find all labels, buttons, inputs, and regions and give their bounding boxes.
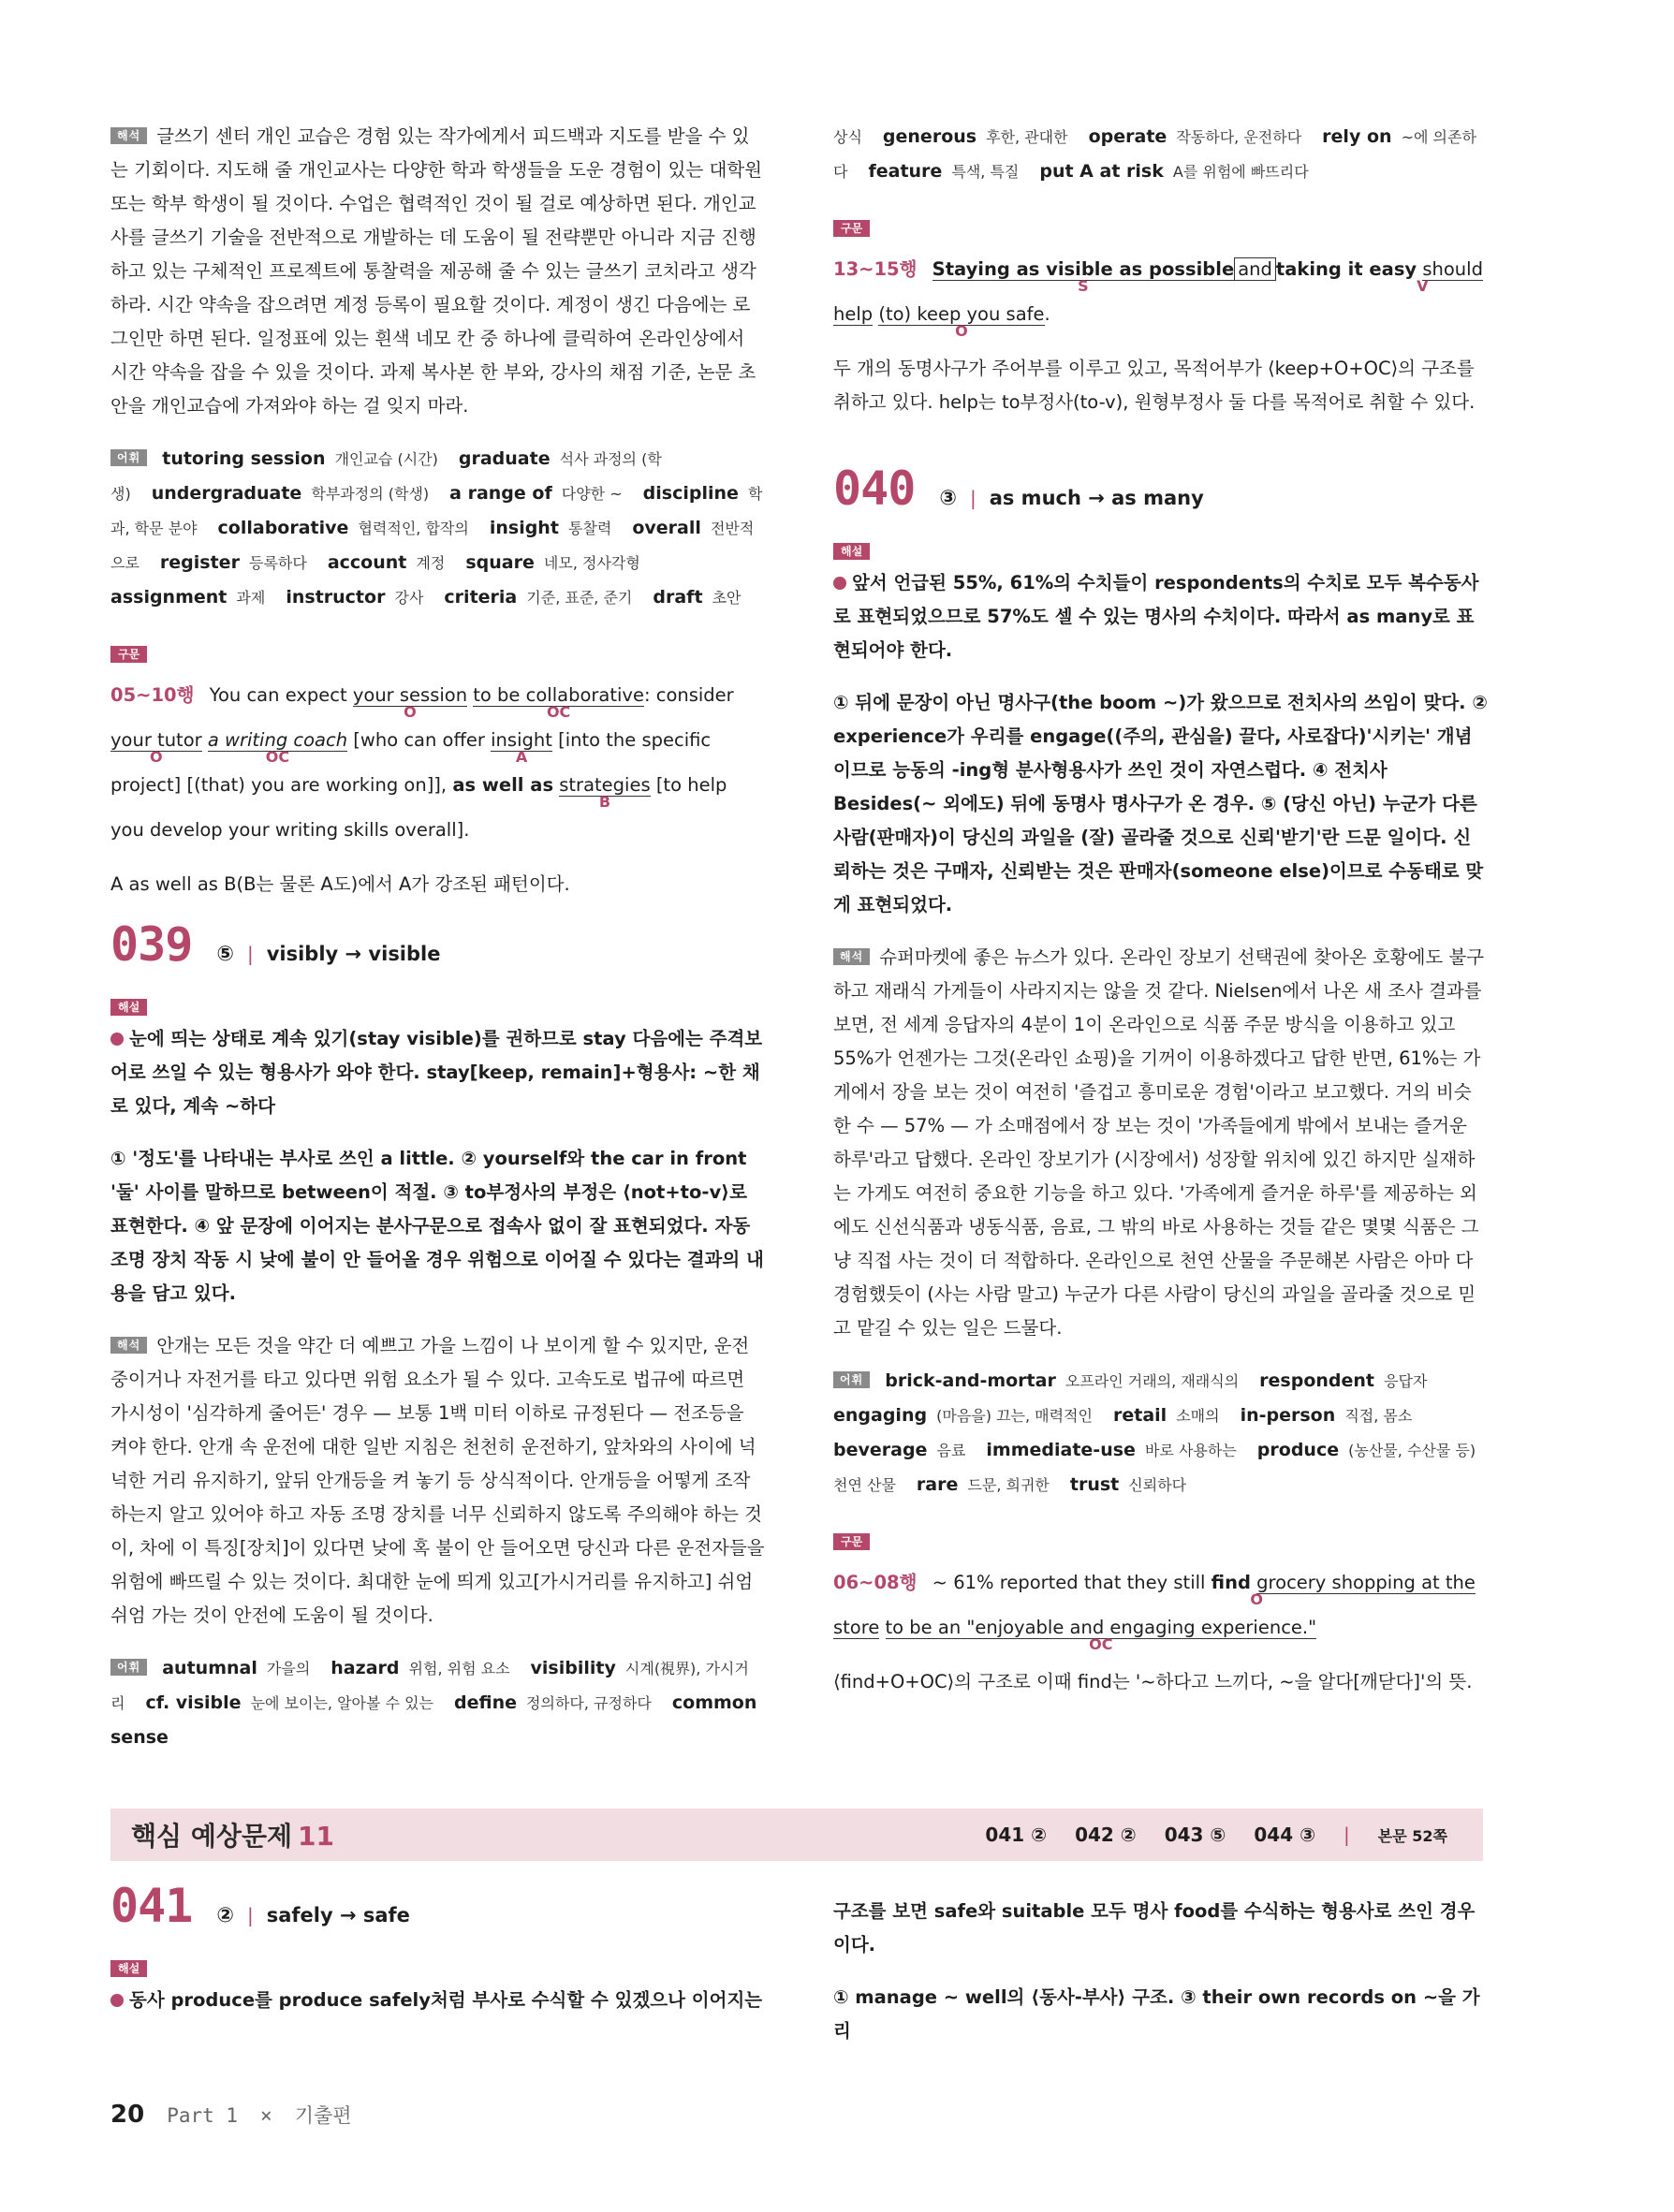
answer-choice: ③ [939, 487, 957, 510]
divider: | [246, 1904, 254, 1926]
gumun-block [833, 210, 1489, 419]
section-banner [110, 1809, 1483, 1861]
phrase-complement: to be an "enjoyable and engaging experience." OC [885, 1617, 1317, 1653]
vocab-meaning: 협력적인, 합작의 [358, 520, 469, 537]
phrase-verb: should help V [833, 258, 1483, 325]
vocab-meaning: 바로 사용하는 [1144, 1442, 1237, 1459]
vocab-meaning: 초안 [712, 589, 742, 607]
tag-eohwi: 어휘 [110, 1659, 147, 1676]
phrase-object: (to) keep you safe O [878, 303, 1045, 340]
divider: | [246, 943, 254, 965]
banner-answers [985, 1824, 1447, 1846]
gumun-sentence: 06~08행 ~ 61% reported that they still find grocery shopping at the store O to be an "enjoyable and engaging experience." OC [833, 1572, 1476, 1653]
role-label: S [1078, 277, 1089, 295]
translation-paragraph [110, 120, 766, 423]
vocab-term: autumnal [162, 1658, 257, 1678]
question-number: 039 [110, 917, 193, 972]
tag-haeseok: 해석 [833, 948, 870, 965]
divider: | [1344, 1824, 1350, 1846]
vocab-meaning: 등록하다 [249, 554, 307, 572]
sentence-text: [into the specific project] [(that) you are working on]], [110, 729, 712, 796]
line-ref: 05~10행 [110, 684, 195, 706]
vocab-term: a range of [449, 483, 552, 504]
phrase-complement: a writing coach OC [207, 729, 348, 766]
vocab-meaning: 상식 [833, 128, 862, 146]
answer-choice: ⑤ [216, 943, 234, 966]
phrase-b: strategies B [559, 774, 651, 811]
correction: safely → safe [266, 1904, 410, 1926]
q041-right [833, 1895, 1489, 2067]
vocab-term: insight [489, 518, 559, 538]
vocab-term: discipline [642, 483, 739, 504]
phrase-complement: to be collaborative OC [473, 684, 644, 721]
right-column [833, 120, 1489, 1718]
line-ref: 13~15행 [833, 258, 918, 280]
sentence-text: You can expect [209, 684, 347, 706]
vocab-meaning: 위험, 위험 요소 [408, 1660, 510, 1677]
vocab-term: graduate [458, 448, 551, 469]
question-number: 040 [833, 461, 916, 516]
vocab-meaning: 학과, 학문 분야 [110, 485, 763, 537]
role-label: A [515, 748, 528, 766]
vocab-term: assignment [110, 587, 228, 608]
explanation-main: 앞서 언급된 55%, 61%의 수치들이 respondents의 수치로 모두 복수동사로 표현되었으므로 57%도 셀 수 있는 명사의 수치이다. 따라서 as many로 표현되어야 한다. [833, 572, 1479, 661]
page-number: 20 [110, 2101, 145, 2129]
tag-gumun: 구문 [833, 1533, 870, 1550]
vocab-meaning: 통찰력 [567, 520, 612, 537]
translation-paragraph: 해석 안개는 모든 것을 약간 더 예쁘고 가을 느낌이 나 보이게 할 수 있지만, 운전 중이거나 자전거를 타고 있다면 위험 요소가 될 수 있다. 고속도로 법규에 따르면 가시성이 '심각하게 줄어든' 경우 — 보통 1백 미터 이하로 규정된다 — 전조등을 켜야 한다. 안개 속 운전에 대한 일반 지침은 천천히 운전하기, 앞차와의 사이에 넉넉한 거리 유지하기, 앞뒤 안개등을 켜 놓기 등 상식적이다. 안개등을 어떻게 조작하는지 알고 있어야 하고 자동 조명 장치를 너무 신뢰하지 않도록 주의해야 하는 것이, 차에 이 특징[장치]이 있다면 낮에 혹 불이 안 들어오면 당신과 다른 운전자들을 위험에 빠뜨릴 수 있는 것이다. 최대한 눈에 띄게 있고[가시거리를 유지하고] 쉬엄쉬엄 가는 것이 안전에 도움이 될 것이다. [110, 1335, 765, 1626]
explanation-main: 눈에 띄는 상태로 계속 있기(stay visible)를 권하므로 stay 다음에는 주격보어로 쓰일 수 있는 형용사가 와야 한다. stay[keep, remain]+형용사: ~한 채로 있다, 계속 ~하다 [110, 1028, 763, 1117]
vocab-term: in-person [1240, 1405, 1336, 1426]
phrase-object: your session O [352, 684, 468, 721]
vocab-term: undergraduate [151, 483, 302, 504]
vocab-term: produce [1256, 1440, 1340, 1460]
divider: | [969, 487, 976, 509]
role-label: V [1417, 277, 1429, 295]
tag-haeseol: 해설 [833, 543, 870, 560]
vocab-meaning: 신뢰하다 [1128, 1476, 1187, 1494]
vocab-term: define [454, 1692, 517, 1713]
question-header-040 [833, 461, 1489, 516]
vocab-term: collaborative [217, 518, 349, 538]
sentence-text: [who can offer [353, 729, 485, 751]
vocab-meaning: 정의하다, 규정하다 [526, 1694, 652, 1712]
vocab-term: generous [882, 126, 977, 147]
answer-choice: ② [216, 1904, 234, 1927]
bullet-dot-icon [833, 577, 846, 590]
vocab-term: tutoring session [162, 448, 326, 469]
vocab-term: hazard [330, 1658, 400, 1678]
translation-text: 글쓰기 센터 개인 교습은 경험 있는 작가에게서 피드백과 지도를 받을 수 있는 기회이다. 지도해 줄 개인교사는 다양한 학과 학생들을 도운 경험이 있는 대학원 또는 학부 학생이 될 것이다. 수업은 협력적인 것이 될 걸로 예상하면 된다. 개인교사를 글쓰기 기술을 전반적으로 개발하는 데 도움이 될 전략뿐만 아니라 지금 진행하고 있는 구체적인 프로젝트에 통찰력을 제공해 줄 수 있는 글쓰기 코치라고 생각하라. 시간 약속을 잡으려면 계정 등록이 필요할 것이다. 계정이 생긴 다음에는 로그인만 하면 된다. 일정표에 있는 흰색 네모 칸 중 하나에 클릭하여 온라인상에서 시간 약속을 잡을 수 있을 것이다. 과제 복사본 한 부와, 강사의 채점 기준, 논문 초안을 개인교습에 가져와야 하는 걸 잊지 마라. [110, 125, 763, 417]
vocab-term: register [159, 552, 240, 573]
vocab-meaning: 네모, 정사각형 [543, 554, 640, 572]
phrase-object: grocery shopping at the store O [833, 1572, 1476, 1638]
vocab-term: respondent [1259, 1370, 1375, 1391]
question-header-041 [110, 1879, 766, 1933]
sentence-bold: as well as [452, 774, 554, 796]
vocab-meaning: 소매의 [1176, 1407, 1220, 1425]
vocab-meaning: 과제 [236, 589, 266, 607]
explanation-others: ① '정도'를 나타내는 부사로 쓰인 a little. ② yourself와 the car in front '둘' 사이를 말하므로 between이 적절. ③ to부정사의 부정은 ⟨not+to-v⟩로 표현한다. ④ 앞 문장에 이어지는 분사구문으로 접속사 없이 잘 표현되었다. 자동 조명 장치 작동 시 낮에 불이 안 들어올 경우 위험으로 이어질 수 있다는 결과의 내용을 담고 있다. [110, 1148, 764, 1304]
vocab-meaning: 계정 [416, 554, 446, 572]
footer-part: Part 1 [167, 2104, 239, 2127]
vocab-meaning: (농산물, 수산물 등) 천연 산물 [833, 1442, 1476, 1494]
role-label: B [598, 793, 611, 811]
vocab-meaning: 오프라인 거래의, 재래식의 [1065, 1372, 1240, 1390]
role-label: O [150, 748, 163, 766]
tag-eohwi: 어휘 [110, 449, 147, 466]
vocab-block [110, 442, 766, 615]
role-label: O [1250, 1590, 1263, 1608]
question-number: 041 [110, 1879, 193, 1933]
vocab-term: trust [1069, 1474, 1120, 1495]
sentence-text: : consider [643, 684, 734, 706]
vocab-meaning: A를 위험에 빠뜨리다 [1172, 163, 1309, 181]
banner-answer: 042 ② [1075, 1824, 1137, 1846]
bullet-dot-icon [110, 1994, 124, 2007]
q041-left [110, 1879, 766, 2036]
tag-haeseol: 해설 [110, 1960, 147, 1977]
vocab-meaning: 눈에 보이는, 알아볼 수 있는 [250, 1694, 434, 1712]
vocab-meaning: 후한, 관대한 [986, 128, 1068, 146]
vocab-term: retail [1112, 1405, 1167, 1426]
explanation-main: 동사 produce를 produce safely처럼 부사로 수식할 수 있겠으나 이어지는 [110, 1984, 766, 2017]
vocab-meaning: 다양한 ~ [561, 485, 623, 503]
banner-page-ref: 본문 52쪽 [1377, 1826, 1447, 1845]
gumun-sentence [110, 673, 766, 853]
footer-separator: × [260, 2104, 272, 2127]
vocab-meaning: 전반적으로 [110, 520, 755, 572]
gumun-block [833, 1523, 1489, 1699]
vocab-block [110, 1651, 766, 1754]
banner-title: 핵심 예상문제 11 [131, 1821, 335, 1852]
vocab-block-continued [833, 120, 1489, 189]
line-ref: 06~08행 [833, 1572, 918, 1593]
tag-eohwi: 어휘 [833, 1371, 870, 1388]
vocab-meaning: 드문, 희귀한 [967, 1476, 1050, 1494]
vocab-term: rely on [1322, 126, 1392, 147]
translation-paragraph: 해석 슈퍼마켓에 좋은 뉴스가 있다. 온라인 장보기 선택권에 찾아온 호황에도 불구하고 재래식 가게들이 사라지지는 않을 것 같다. Nielsen에서 나온 새 조사 결과를 보면, 전 세계 응답자의 4분이 1이 온라인으로 식품 주문 방식을 이용하고 있고 55%가 언젠가는 그것(온라인 쇼핑)을 기꺼이 이용하겠다고 답한 반면, 61%는 가게에서 장을 보는 것이 여전히 '즐겁고 흥미로운 경험'이라고 보고했다. 거의 비슷한 수 — 57% — 가 소매점에서 장 보는 것이 '가족들에게 밖에서 보내는 즐거운 하루'라고 답했다. 온라인 장보기가 (시장에서) 성장할 위치에 있긴 하지만 실재하는 가게도 여전히 중요한 기능을 하고 있다. '가족에게 즐거운 하루'를 제공하는 외에도 신선식품과 냉동식품, 음료, 그 밖의 바로 사용하는 것들 같은 몇몇 식품은 그냥 직접 사는 것이 더 적합하다. 온라인으로 천연 산물을 주문해본 사람은 아마 다 경험했듯이 (사는 사람 말고) 누군가 다른 사람이 당신의 과일을 골라줄 것으로 믿고 맡길 수 있는 일은 드물다. [833, 946, 1485, 1339]
page-footer [110, 2101, 352, 2129]
vocab-meaning: 가을의 [266, 1660, 311, 1677]
explanation-continued: 구조를 보면 safe와 suitable 모두 명사 food를 수식하는 형용사로 쓰인 경우이다. [833, 1900, 1476, 1956]
role-label: OC [265, 748, 290, 766]
correction: as much → as many [989, 487, 1204, 509]
role-label: OC [546, 703, 571, 721]
tag-haeseok: 해석 [110, 1337, 147, 1354]
phrase-object: your tutor O [110, 729, 202, 766]
vocab-meaning: 응답자 [1384, 1372, 1428, 1390]
gumun-note: A as well as B(B는 물론 A도)에서 A가 강조된 패턴이다. [110, 873, 570, 895]
vocab-term: put A at risk [1039, 161, 1164, 182]
role-label: O [955, 322, 968, 340]
vocab-meaning: 시계(視界), 가시거리 [110, 1660, 749, 1712]
vocab-meaning: ~에 의존하다 [833, 128, 1476, 181]
gumun-note: 두 개의 동명사구가 주어부를 이루고 있고, 목적어부가 ⟨keep+O+OC⟩의 구조를 취하고 있다. help는 to부정사(to-v), 원형부정사 둘 다를 목적어로 취할 수 있다. [833, 358, 1476, 413]
vocab-meaning: 특색, 특질 [951, 163, 1020, 181]
vocab-block [833, 1364, 1489, 1502]
vocab-meaning: 개인교습 (시간) [334, 450, 438, 468]
banner-answer: 044 ③ [1254, 1824, 1316, 1846]
vocab-meaning: 직접, 몸소 [1344, 1407, 1413, 1425]
conjunction-box: and [1234, 257, 1276, 281]
role-label: OC [1089, 1635, 1113, 1653]
vocab-meaning: 기준, 표준, 준기 [526, 589, 633, 607]
sentence-text: [to help you develop your writing skills overall]. [110, 774, 727, 841]
vocab-term: operate [1088, 126, 1167, 147]
vocab-term: engaging [833, 1405, 928, 1426]
tag-haeseol: 해설 [110, 999, 147, 1016]
gumun-sentence: 13~15행 Staying as visible as possible S and taking it easy should help V (to) keep you safe O . [833, 258, 1483, 340]
vocab-term: cf. visible [145, 1692, 242, 1713]
banner-answer: 041 ② [985, 1824, 1048, 1846]
vocab-meaning: 음료 [936, 1442, 966, 1459]
gumun-note: ⟨find+O+OC⟩의 구조로 이때 find는 '~하다고 느끼다, ~을 알다[깨닫다]'의 뜻. [833, 1671, 1473, 1692]
role-label: O [404, 703, 417, 721]
vocab-meaning: 석사 과정의 (학생) [110, 450, 662, 503]
correction: visibly → visible [266, 943, 441, 965]
vocab-meaning: 작동하다, 운전하다 [1176, 128, 1302, 146]
vocab-term: overall [632, 518, 701, 538]
tag-gumun: 구문 [110, 646, 147, 663]
question-header-039 [110, 917, 766, 972]
vocab-term: square [465, 552, 535, 573]
bullet-dot-icon [110, 1033, 124, 1046]
vocab-term: brick-and-mortar [885, 1370, 1056, 1391]
phrase-subject-2: taking it easy [1275, 258, 1417, 280]
explanation-others: ① 뒤에 문장이 아닌 명사구(the boom ~)가 왔으므로 전치사의 쓰임이 맞다. ② experience가 우리를 engage((주의, 관심을) 끌다, 사로잡다)'시키는' 개념이므로 능동의 -ing형 분사형용사가 쓰인 것이 자연스럽다. ④ 전치사 Besides(~ 외에도) 뒤에 동명사 명사구가 온 경우. ⑤ (당신 아닌) 누군가 다른 사람(판매자)이 당신의 과일을 (잘) 골라줄 것으로 신뢰'받기'란 드문 일이다. 신뢰하는 것은 구매자, 신뢰받는 것은 판매자(someone else)이므로 수동태로 맞게 표현되었다. [833, 692, 1488, 916]
left-column [110, 120, 766, 1775]
vocab-term: instructor [286, 587, 386, 608]
vocab-term: account [327, 552, 407, 573]
tag-haeseok: 해석 [110, 127, 147, 144]
vocab-term: beverage [833, 1440, 928, 1460]
banner-answer: 043 ⑤ [1164, 1824, 1226, 1846]
vocab-meaning: (마음을) 끄는, 매력적인 [936, 1407, 1093, 1425]
gumun-block [110, 636, 766, 901]
tag-gumun: 구문 [833, 220, 870, 237]
phrase-a: insight A [491, 729, 552, 766]
vocab-meaning: 학부과정의 (학생) [311, 485, 430, 503]
vocab-term: immediate-use [986, 1440, 1136, 1460]
footer-section: 기출편 [294, 2104, 352, 2127]
vocab-term: feature [868, 161, 943, 182]
vocab-meaning: 강사 [394, 589, 424, 607]
vocab-term: common sense [110, 1692, 757, 1748]
vocab-term: rare [916, 1474, 959, 1495]
vocab-term: draft [653, 587, 703, 608]
explanation-others: ① manage ~ well의 ⟨동사-부사⟩ 구조. ③ their own records on ~을 가리 [833, 1986, 1480, 2042]
vocab-term: criteria [444, 587, 518, 608]
vocab-term: visibility [530, 1658, 616, 1678]
phrase-subject: Staying as visible as possible S [932, 258, 1235, 295]
